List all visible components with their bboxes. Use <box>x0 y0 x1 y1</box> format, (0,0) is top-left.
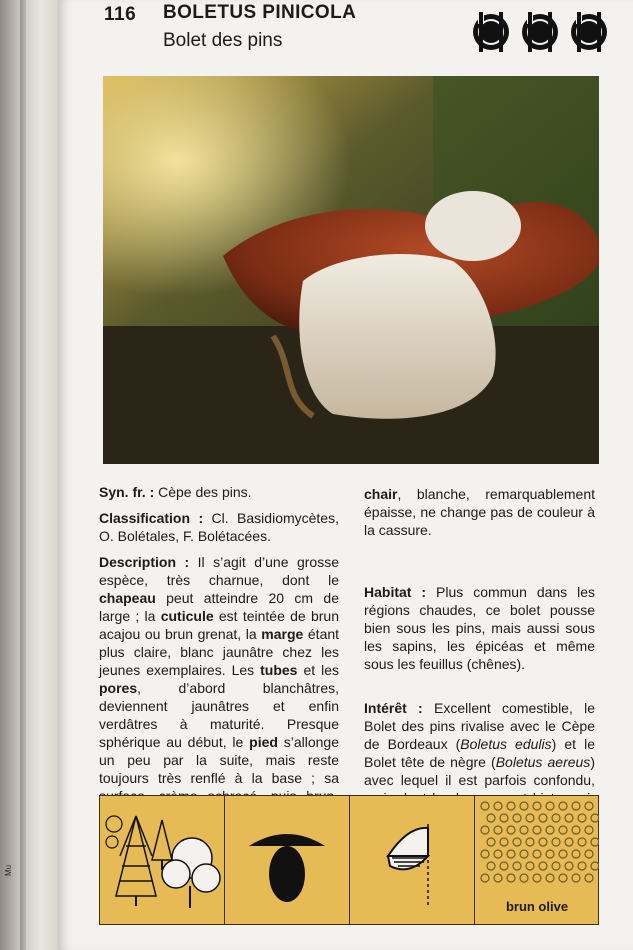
spore-dot <box>494 874 502 882</box>
spore-dot <box>585 802 593 810</box>
spore-dot <box>565 814 573 822</box>
desc-term: marge <box>261 626 304 642</box>
syn-label: Syn. fr. : <box>99 484 155 500</box>
desc-text: Il s’agit d’une grosse espèce, très charnue, dont le <box>99 554 339 588</box>
interet-label: Intérêt : <box>364 700 423 716</box>
desc-term: chapeau <box>99 590 156 606</box>
spore-dot <box>520 826 528 834</box>
spore-dot <box>533 874 541 882</box>
spore-dot <box>546 826 554 834</box>
book-spine <box>0 0 58 950</box>
desc-text: peut atteindre 20 cm de large ; la <box>99 590 339 624</box>
spore-dot <box>507 802 515 810</box>
spore-dot <box>565 838 573 846</box>
spore-dot <box>539 838 547 846</box>
spore-dot <box>559 874 567 882</box>
mushroom-silhouette-icon <box>225 796 349 922</box>
spore-dot <box>552 814 560 822</box>
species-name: Boletus aereus <box>495 754 591 770</box>
interet-text: ) et le Bolet tête de nègre ( <box>364 736 595 770</box>
spore-color-label: brun olive <box>505 899 569 914</box>
habitat-value: Plus commun dans les régions chaudes, ce bolet pousse bien sous les pins, mais aussi sous les sapins, les épicéas et même sous les feuillus (chênes). <box>364 584 596 672</box>
spore-dot <box>572 850 580 858</box>
spore-dot <box>585 874 593 882</box>
spore-dot <box>487 862 495 870</box>
spine-mark: Mu <box>4 864 13 876</box>
spore-dot <box>585 850 593 858</box>
section-pictogram-cell <box>350 796 475 924</box>
interet-text: Excellent comestible, le Bolet des pins rivalise avec le Cèpe de Bordeaux ( <box>364 700 596 752</box>
entry-number: 116 <box>104 4 137 25</box>
spore-dot <box>559 802 567 810</box>
spore-dot <box>526 838 534 846</box>
classification-paragraph <box>99 509 339 545</box>
spore-dot <box>507 874 515 882</box>
spore-dot <box>494 826 502 834</box>
spore-dot <box>546 874 554 882</box>
spore-dot <box>546 850 554 858</box>
spore-dot <box>572 826 580 834</box>
synonym-paragraph <box>99 483 339 501</box>
spore-dot <box>494 802 502 810</box>
pictogram-strip <box>99 795 599 925</box>
spore-dot <box>507 826 515 834</box>
spore-dot <box>578 838 586 846</box>
spore-dot <box>539 814 547 822</box>
interet-text: ) avec lequel il est parfois confondu, <box>364 754 595 788</box>
description-continued <box>364 485 595 539</box>
spore-dot <box>526 814 534 822</box>
text-column-right <box>364 485 595 833</box>
book-page <box>58 0 633 950</box>
spore-dot <box>520 850 528 858</box>
spore-dot <box>533 826 541 834</box>
spore-dot <box>520 874 528 882</box>
spore-dot <box>481 802 489 810</box>
spore-dot <box>481 850 489 858</box>
desc-text: étant plus claire, blanc jaunâtre chez les jeunes exemplaires. Les <box>99 626 340 678</box>
spore-dot <box>487 814 495 822</box>
habitat-paragraph <box>364 583 595 673</box>
spore-dot <box>546 802 554 810</box>
desc-term: tubes <box>260 662 298 678</box>
spore-dot <box>539 862 547 870</box>
spore-dot <box>481 874 489 882</box>
class-label: Classification : <box>99 510 204 526</box>
desc-text: , d’abord blanchâtres, deviennent jaunâtres et enfin verdâtres à maturité. Presque sphérique au début, le <box>99 680 339 750</box>
spore-dot <box>585 826 593 834</box>
latin-name: BOLETUS PINICOLA <box>163 2 357 23</box>
desc-term: chair <box>364 486 398 502</box>
spore-color-swatch <box>475 796 599 896</box>
spore-dot <box>559 826 567 834</box>
syn-value: Cèpe des pins. <box>158 484 252 500</box>
spore-dot <box>591 838 599 846</box>
spore-dot <box>533 850 541 858</box>
spore-dot <box>578 862 586 870</box>
spore-dot <box>500 814 508 822</box>
desc-text: est teintée de brun acajou ou brun grenat, la <box>99 608 339 642</box>
french-name: Bolet des pins <box>163 30 283 51</box>
species-name: Boletus edulis <box>460 736 552 752</box>
spore-dot <box>552 862 560 870</box>
desc-text: s’allonge un peu par la suite, mais reste toujours très renflé à la base ; sa <box>99 734 339 786</box>
spore-dot <box>572 802 580 810</box>
desc-text: et les <box>303 662 339 678</box>
shape-pictogram-cell <box>225 796 350 924</box>
spore-dot <box>500 838 508 846</box>
class-value: Cl. Basidiomycètes, O. Bolétales, F. Bolétacées. <box>99 510 339 544</box>
edible-cutlery-icon <box>520 8 560 56</box>
spore-dot <box>526 862 534 870</box>
trees-habitat-icon <box>100 796 224 922</box>
spore-dot <box>500 862 508 870</box>
spore-dot <box>487 838 495 846</box>
spore-dot <box>494 850 502 858</box>
edibility-icons <box>471 8 609 56</box>
spore-dot <box>513 838 521 846</box>
spore-dot <box>591 862 599 870</box>
spore-dot <box>559 850 567 858</box>
spore-dot <box>481 826 489 834</box>
spore-dot <box>591 814 599 822</box>
habitat-label: Habitat : <box>364 584 427 600</box>
mushroom-photo <box>103 76 599 464</box>
spore-color-cell <box>475 796 599 924</box>
desc-label: Description : <box>99 554 190 570</box>
spore-dot <box>513 862 521 870</box>
habitat-pictogram-cell <box>100 796 225 924</box>
spore-dot <box>507 850 515 858</box>
desc-term: cuticule <box>160 608 214 624</box>
edible-cutlery-icon <box>471 8 511 56</box>
spine-edge <box>20 0 26 950</box>
cap-section-icon <box>350 796 474 922</box>
spore-dot <box>552 838 560 846</box>
spore-dot <box>578 814 586 822</box>
desc-text: , blanche, remarquablement épaisse, ne change pas de couleur à la cassure. <box>364 486 595 538</box>
spore-dot <box>533 802 541 810</box>
spore-dot <box>572 874 580 882</box>
spore-dot <box>520 802 528 810</box>
spore-dot <box>513 814 521 822</box>
desc-term: pores <box>99 680 138 696</box>
spore-dot <box>565 862 573 870</box>
desc-term: pied <box>249 734 278 750</box>
edible-cutlery-icon <box>569 8 609 56</box>
